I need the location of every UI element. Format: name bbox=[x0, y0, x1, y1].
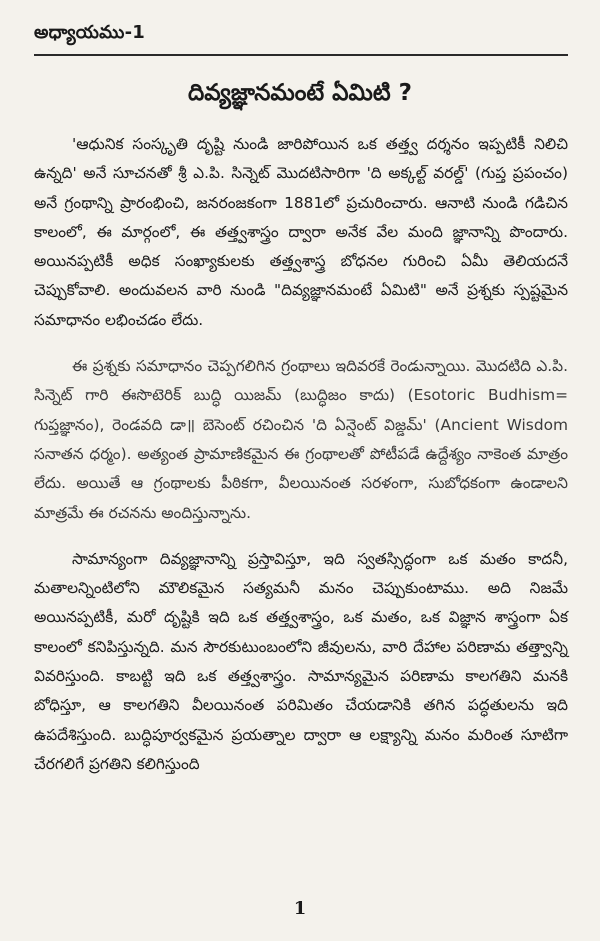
header-divider bbox=[34, 54, 568, 56]
page-number: 1 bbox=[293, 898, 307, 919]
chapter-label: అధ్యాయము-1 bbox=[34, 22, 145, 43]
body-text bbox=[34, 130, 568, 779]
paragraph-2: ఈ ప్రశ్నకు సమాధానం చెప్పగలిగిన గ్రంథాలు ఇదివరకే రెండున్నాయి. మొదటిది ఎ.పి. సిన్నెట్ గారి ఈసొటెరిక్ బుద్ధి యిజమ్ (బుద్ధిజం కాదు) (Esotoric Budhism= గుప్తజ్ఞానం), రెండవది డా॥ బెసెంట్ రచించిన 'ది ఏన్షెంట్ విజ్డమ్' (Ancient Wisdom సనాతన ధర్మం). అత్యంత ప్రామాణికమైన ఈ గ్రంథాలతో పోటీపడే ఉద్దేశ్యం నాకెంత మాత్రం లేదు. అయితే ఆ గ్రంథాలకు పీఠికగా, వీలయినంత సరళంగా, సుబోధకంగా ఉండాలని మాత్రమే ఈ రచనను అందిస్తున్నాను. bbox=[34, 357, 568, 522]
paragraph-1: 'ఆధునిక సంస్కృతి దృష్టి నుండి జారిపోయిన ఒక తత్త్వ దర్శనం ఇప్పటికీ నిలిచి ఉన్నది' అనే సూచనతో శ్రీ ఎ.పి. సిన్నెట్ మొదటిసారిగా 'ది అక్కల్ట్ వరల్డ్' (గుప్త ప్రపంచం) అనే గ్రంథాన్ని ప్రారంభించి, జనరంజకంగా 1881లో ప్రచురించారు. ఆనాటి నుండి గడిచిన కాలంలో, ఈ మార్గంలో, ఈ తత్త్వశాస్త్రం ద్వారా అనేక వేల మంది జ్ఞానాన్ని పొందారు. అయినప్పటికీ అధిక సంఖ్యాకులకు తత్త్వశాస్త్ర బోధనల గురించి ఏమీ తెలియదనే చెప్పుకోవాలి. అందువలన వారి నుండి "దివ్యజ్ఞానమంటే ఏమిటి" అనే ప్రశ్నకు స్పష్టమైన సమాధానం లభించడం లేదు. bbox=[34, 135, 568, 329]
paragraph-3: సామాన్యంగా దివ్యజ్ఞానాన్ని ప్రస్తావిస్తూ, ఇది స్వతస్సిద్ధంగా ఒక మతం కాదనీ, మతాలన్నింటిలోని మౌలికమైన సత్యమనీ మనం చెప్పుకుంటాము. అది నిజమే అయినప్పటికీ, మరో దృష్టికి ఇది ఒక తత్త్వశాస్త్రం, ఒక మతం, ఒక విజ్ఞాన శాస్త్రంగా ఏక కాలంలో కనిపిస్తున్నది. మన సౌరకుటుంబంలోని జీవులను, వారి దేహాల పరిణామ తత్త్వాన్ని వివరిస్తుంది. కాబట్టి ఇది ఒక తత్త్వశాస్త్రం. సామాన్యమైన పరిణామ కాలగతిని మనకి బోధిస్తూ, ఆ కాలగతిని వీలయినంత పరిమితం చేయడానికి తగిన పద్ధతులను ఇది ఉపదేశిస్తుంది. బుద్ధిపూర్వకమైన ప్రయత్నాల ద్వారా ఆ లక్ష్యాన్ని మనం మరింత సూటిగా చేరగలిగే ప్రగతిని కలిగిస్తుంది bbox=[34, 549, 568, 773]
page-title: దివ్యజ్ఞానమంటే ఏమిటి ? bbox=[188, 80, 412, 106]
